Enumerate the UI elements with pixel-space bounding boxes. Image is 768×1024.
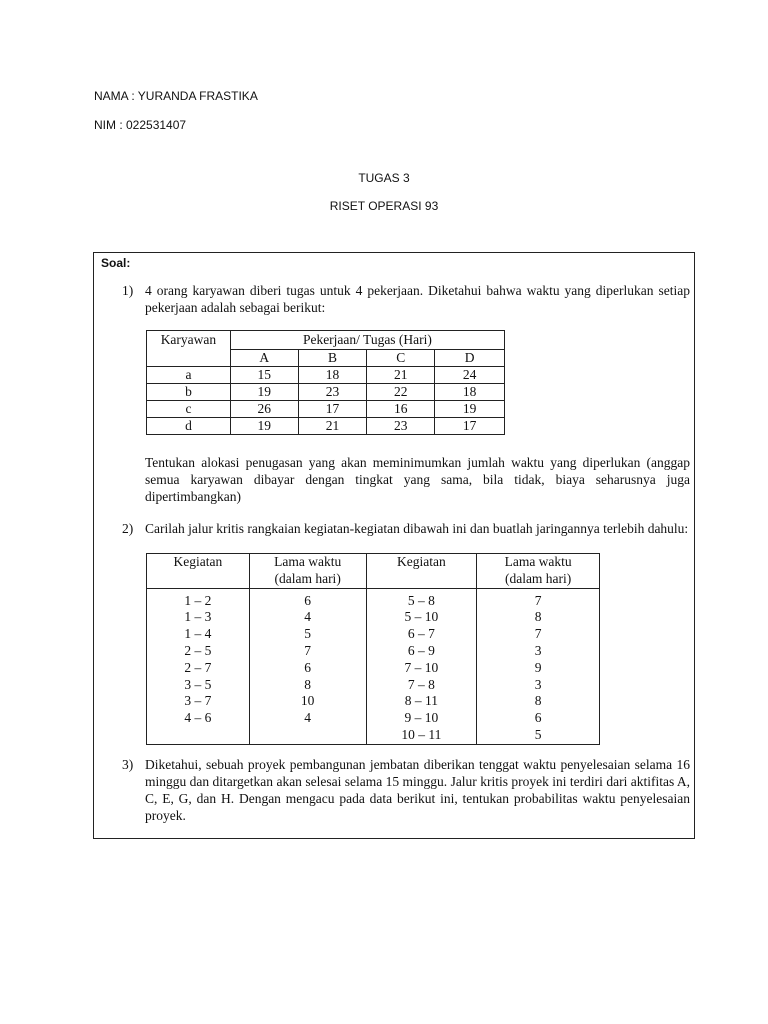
kegiatan-cell: 1 – 2 <box>147 588 250 609</box>
soal-label: Soal: <box>101 256 131 270</box>
soal-box <box>93 252 695 839</box>
lama-header-1 <box>249 554 366 589</box>
assignment-table <box>146 330 505 435</box>
kegiatan-cell: 5 – 8 <box>366 588 477 609</box>
time-cell: 18 <box>435 384 505 401</box>
karyawan-cell: b <box>147 384 231 401</box>
time-cell: 17 <box>435 418 505 435</box>
student-nim: NIM : 022531407 <box>94 118 187 132</box>
time-cell: 21 <box>298 418 367 435</box>
table-row <box>147 693 600 710</box>
table-row <box>147 418 505 435</box>
kegiatan-cell <box>147 727 250 744</box>
lama-header-2-line1: Lama waktu <box>504 554 572 569</box>
karyawan-cell: a <box>147 367 231 384</box>
time-cell: 19 <box>230 384 298 401</box>
lama-header-2-line2: (dalam hari) <box>504 570 572 586</box>
kegiatan-cell: 1 – 3 <box>147 609 250 626</box>
lama-cell: 10 <box>249 693 366 710</box>
time-cell: 26 <box>230 401 298 418</box>
col-group-header: Pekerjaan/ Tugas (Hari) <box>230 331 504 350</box>
lama-cell: 9 <box>477 660 600 677</box>
lama-cell <box>249 727 366 744</box>
job-header: A <box>230 350 298 367</box>
question-3-text: Diketahui, sebuah proyek pembangunan jembatan diberikan tenggat waktu penyelesaian selama 16 minggu dan ditargetkan akan selesai selama 15 minggu. Jalur kritis proyek ini terdiri dari aktifitas A, C, E, G, dan H. Dengan mengacu pada data berikut ini, tentukan probabilitas waktu penyelesaian proyek. <box>145 757 690 823</box>
lama-cell: 6 <box>249 588 366 609</box>
lama-cell: 4 <box>249 710 366 727</box>
lama-cell: 8 <box>249 677 366 694</box>
activity-table <box>146 553 600 745</box>
time-cell: 22 <box>367 384 435 401</box>
question-2-number: 2) <box>122 521 134 536</box>
table-row <box>147 367 505 384</box>
lama-cell: 4 <box>249 609 366 626</box>
lama-cell: 5 <box>477 727 600 744</box>
job-header: D <box>435 350 505 367</box>
time-cell: 17 <box>298 401 367 418</box>
col-karyawan-header: Karyawan <box>147 331 231 367</box>
lama-cell: 5 <box>249 626 366 643</box>
question-1-followup-text: Tentukan alokasi penugasan yang akan meminimumkan jumlah waktu yang diperlukan (anggap semua karyawan dibayar dengan tingkat yang sama, bila tidak, biaya seharusnya juga dipertimbangkan) <box>145 455 690 504</box>
time-cell: 21 <box>367 367 435 384</box>
course-title: RISET OPERASI 93 <box>329 199 439 213</box>
table-row <box>147 588 600 609</box>
time-cell: 23 <box>367 418 435 435</box>
kegiatan-cell: 2 – 5 <box>147 643 250 660</box>
table-row <box>147 710 600 727</box>
assignment-title: TUGAS 3 <box>358 171 410 185</box>
kegiatan-cell: 3 – 5 <box>147 677 250 694</box>
question-1-text: 4 orang karyawan diberi tugas untuk 4 pekerjaan. Diketahui bahwa waktu yang diperlukan setiap pekerjaan adalah sebagai berikut: <box>145 283 690 315</box>
time-cell: 23 <box>298 384 367 401</box>
kegiatan-cell: 7 – 8 <box>366 677 477 694</box>
table-row <box>147 384 505 401</box>
karyawan-cell: c <box>147 401 231 418</box>
lama-cell: 8 <box>477 609 600 626</box>
job-header: C <box>367 350 435 367</box>
kegiatan-cell: 2 – 7 <box>147 660 250 677</box>
question-3-number: 3) <box>122 757 134 772</box>
kegiatan-cell: 6 – 9 <box>366 643 477 660</box>
lama-cell: 6 <box>477 710 600 727</box>
table-row <box>147 727 600 744</box>
kegiatan-cell: 1 – 4 <box>147 626 250 643</box>
kegiatan-header-2: Kegiatan <box>366 554 477 589</box>
lama-cell: 6 <box>249 660 366 677</box>
time-cell: 15 <box>230 367 298 384</box>
lama-cell: 3 <box>477 643 600 660</box>
kegiatan-header-1: Kegiatan <box>147 554 250 589</box>
lama-cell: 7 <box>477 626 600 643</box>
lama-cell: 7 <box>477 588 600 609</box>
student-name: NAMA : YURANDA FRASTIKA <box>94 89 258 103</box>
lama-cell: 3 <box>477 677 600 694</box>
time-cell: 19 <box>230 418 298 435</box>
lama-header-1-line2: (dalam hari) <box>274 570 341 586</box>
time-cell: 18 <box>298 367 367 384</box>
lama-header-1-line1: Lama waktu <box>274 554 342 569</box>
question-2-text: Carilah jalur kritis rangkaian kegiatan-kegiatan dibawah ini dan buatlah jaringannya terlebih dahulu: <box>145 521 689 536</box>
karyawan-cell: d <box>147 418 231 435</box>
table-row <box>147 643 600 660</box>
table-row <box>147 626 600 643</box>
lama-cell: 8 <box>477 693 600 710</box>
kegiatan-cell: 3 – 7 <box>147 693 250 710</box>
kegiatan-cell: 9 – 10 <box>366 710 477 727</box>
time-cell: 24 <box>435 367 505 384</box>
kegiatan-cell: 4 – 6 <box>147 710 250 727</box>
job-header: B <box>298 350 367 367</box>
table-row <box>147 660 600 677</box>
time-cell: 19 <box>435 401 505 418</box>
time-cell: 16 <box>367 401 435 418</box>
question-1-number: 1) <box>122 283 134 298</box>
table-row <box>147 609 600 626</box>
kegiatan-cell: 7 – 10 <box>366 660 477 677</box>
kegiatan-cell: 10 – 11 <box>366 727 477 744</box>
kegiatan-cell: 6 – 7 <box>366 626 477 643</box>
kegiatan-cell: 8 – 11 <box>366 693 477 710</box>
lama-header-2 <box>477 554 600 589</box>
table-row <box>147 401 505 418</box>
table-row <box>147 677 600 694</box>
lama-cell: 7 <box>249 643 366 660</box>
kegiatan-cell: 5 – 10 <box>366 609 477 626</box>
